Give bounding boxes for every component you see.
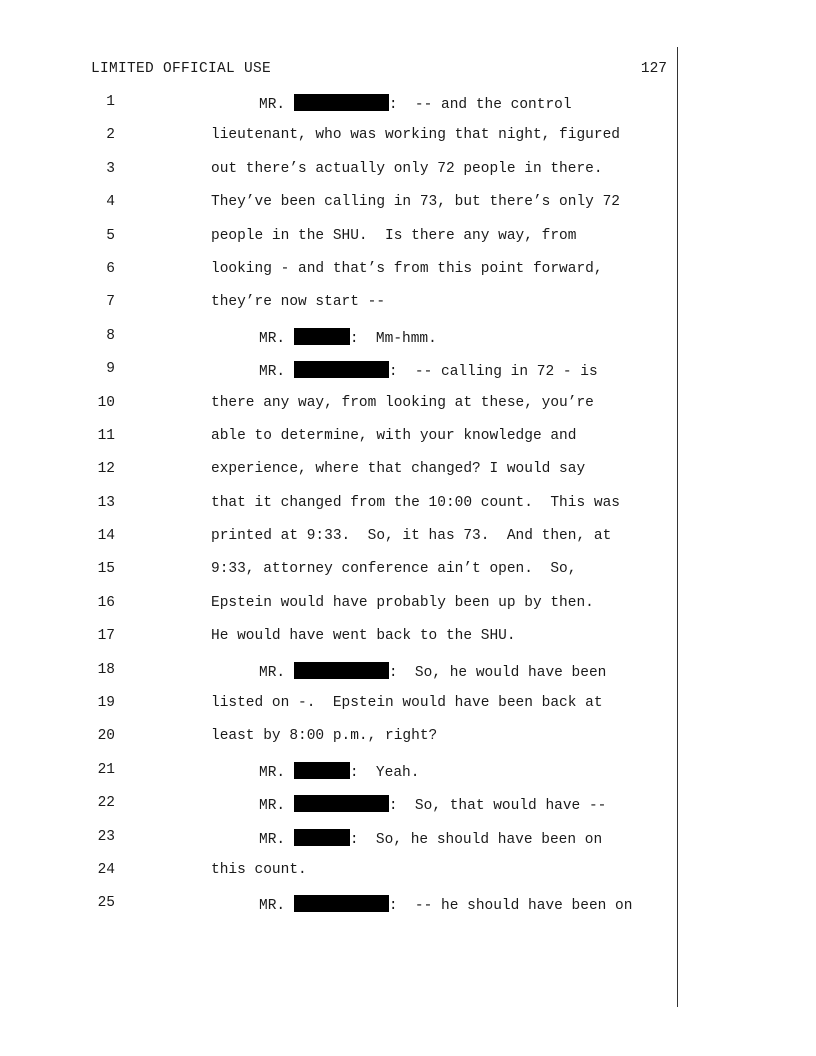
transcript-line (0, 587, 680, 620)
speaker-line (259, 328, 437, 347)
transcript-line (0, 387, 680, 420)
speaker-line (259, 795, 606, 814)
speaker-title: MR. (259, 898, 294, 915)
line-number: 2 (106, 127, 115, 144)
speaker-line (259, 662, 606, 681)
spoken-text: : So, that would have -- (388, 798, 607, 815)
line-text: lieutenant, who was working that night, figured (211, 127, 620, 144)
transcript-line (0, 153, 680, 186)
speaker-line (259, 762, 419, 781)
line-number: 6 (106, 260, 115, 277)
transcript-line (0, 286, 680, 319)
line-number: 15 (97, 561, 115, 578)
redaction-block (294, 662, 389, 679)
speaker-title: MR. (259, 330, 294, 347)
transcript-line (0, 687, 680, 720)
line-text: printed at 9:33. So, it has 73. And then, at (211, 528, 612, 545)
line-number: 3 (106, 160, 115, 177)
redaction-block (294, 829, 350, 846)
speaker-title: MR. (259, 364, 294, 381)
line-number: 11 (97, 427, 115, 444)
speaker-title: MR. (259, 764, 294, 781)
line-number: 8 (106, 327, 115, 344)
line-number: 1 (106, 94, 115, 110)
line-text: people in the SHU. Is there any way, from (211, 227, 577, 244)
line-number: 9 (106, 361, 115, 378)
transcript-line (0, 186, 680, 219)
speaker-line (259, 361, 598, 380)
line-number: 24 (97, 861, 115, 878)
line-number: 22 (97, 795, 115, 812)
classification-header: LIMITED OFFICIAL USE (91, 61, 272, 77)
spoken-text: : So, he would have been (388, 664, 607, 681)
line-number: 16 (97, 594, 115, 611)
transcript-line (0, 553, 680, 586)
transcript-line (0, 754, 680, 787)
spoken-text: : -- he should have been on (388, 898, 633, 915)
line-number: 12 (97, 461, 115, 478)
line-text: listed on -. Epstein would have been back at (211, 695, 603, 712)
line-text: looking - and that’s from this point forward, (211, 260, 603, 277)
transcript-line (0, 420, 680, 453)
line-number: 21 (97, 761, 115, 778)
transcript-line (0, 487, 680, 520)
transcript-line (0, 620, 680, 653)
redaction-block (294, 762, 350, 779)
speaker-title: MR. (259, 97, 294, 113)
spoken-text: : Yeah. (349, 764, 420, 781)
redaction-block (294, 895, 389, 912)
line-text: Epstein would have probably been up by then. (211, 594, 594, 611)
line-number: 18 (97, 661, 115, 678)
speaker-line (259, 829, 602, 848)
spoken-text: : So, he should have been on (349, 831, 603, 848)
transcript-body (0, 86, 680, 921)
line-text: this count. (211, 861, 307, 878)
line-number: 5 (106, 227, 115, 244)
speaker-line (259, 895, 632, 914)
spoken-text: : -- and the control (388, 97, 572, 113)
transcript-line (0, 654, 680, 687)
page-number: 127 (640, 61, 667, 77)
transcript-line (0, 453, 680, 486)
line-number: 13 (97, 494, 115, 511)
transcript-line (0, 253, 680, 286)
transcript-line (0, 119, 680, 152)
speaker-line (259, 94, 572, 113)
transcript-line (0, 220, 680, 253)
line-text: experience, where that changed? I would say (211, 461, 586, 478)
redaction-block (294, 328, 350, 345)
line-number: 23 (97, 828, 115, 845)
line-text: least by 8:00 p.m., right? (211, 728, 438, 745)
speaker-title: MR. (259, 798, 294, 815)
line-text: that it changed from the 10:00 count. This was (211, 494, 620, 511)
line-number: 25 (97, 895, 115, 912)
transcript-line (0, 854, 680, 887)
line-number: 4 (106, 194, 115, 211)
redaction-block (294, 94, 389, 111)
transcript-line (0, 86, 680, 119)
line-text: out there’s actually only 72 people in there. (211, 160, 603, 177)
transcript-line (0, 720, 680, 753)
transcript-line (0, 787, 680, 820)
spoken-text: : Mm-hmm. (349, 330, 437, 347)
line-text: they’re now start -- (211, 294, 386, 311)
line-number: 14 (97, 528, 115, 545)
line-text: able to determine, with your knowledge and (211, 427, 577, 444)
speaker-title: MR. (259, 664, 294, 681)
line-number: 20 (97, 728, 115, 745)
line-number: 10 (97, 394, 115, 411)
line-text: 9:33, attorney conference ain’t open. So, (211, 561, 577, 578)
transcript-line (0, 887, 680, 920)
line-number: 7 (106, 294, 115, 311)
speaker-title: MR. (259, 831, 294, 848)
line-text: They’ve been calling in 73, but there’s only 72 (211, 194, 620, 211)
transcript-line (0, 821, 680, 854)
transcript-line (0, 353, 680, 386)
redaction-block (294, 361, 389, 378)
line-number: 17 (97, 628, 115, 645)
transcript-line (0, 320, 680, 353)
spoken-text: : -- calling in 72 - is (388, 364, 598, 381)
transcript-line (0, 520, 680, 553)
line-text: there any way, from looking at these, you’re (211, 394, 594, 411)
redaction-block (294, 795, 389, 812)
line-text: He would have went back to the SHU. (211, 628, 516, 645)
line-number: 19 (97, 695, 115, 712)
